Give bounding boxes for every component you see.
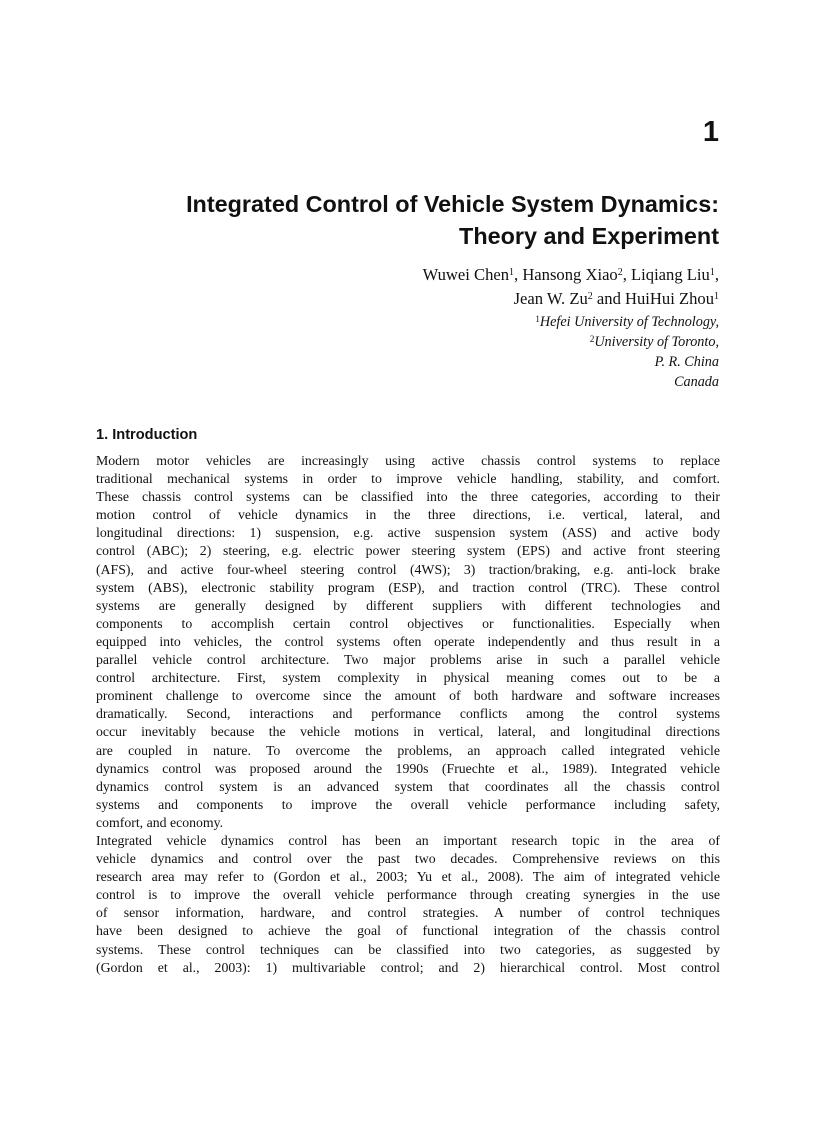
- body-text-line: systems and components to improve the overall vehicle performance including safety,: [96, 796, 720, 812]
- author-line-2: [300, 287, 719, 311]
- body-text-line: Integrated vehicle dynamics control has been an important research topic in the area of: [96, 832, 720, 848]
- body-text-line: motion control of vehicle dynamics in the three directions, i.e. vertical, lateral, and: [96, 507, 720, 523]
- body-text-line: prominent challenge to overcome since the amount of both hardware and software increases: [96, 688, 720, 704]
- affiliation-list: [300, 312, 719, 392]
- body-text-line: These chassis control systems can be classified into the three categories, according to their: [96, 489, 720, 505]
- section-heading-introduction: 1. Introduction: [96, 427, 198, 443]
- affiliation-text: Canada: [674, 374, 719, 390]
- author-separator: and: [592, 289, 626, 308]
- author-name: HuiHui Zhou: [625, 289, 714, 308]
- body-text-line: occur inevitably because the vehicle motions in vertical, lateral, and longitudinal directions: [96, 724, 720, 740]
- chapter-title-line-2: Theory and Experiment: [459, 223, 719, 249]
- body-text-line: Modern motor vehicles are increasingly using active chassis control systems to replace: [96, 453, 720, 468]
- body-text-line: research area may refer to (Gordon et al., 2003; Yu et al., 2008). The aim of integrated vehicle: [96, 869, 720, 885]
- author-affiliation-mark: 1: [714, 291, 719, 302]
- author-name: Jean W. Zu: [513, 289, 588, 308]
- body-text-line: parallel vehicle control architecture. Two major problems arise in such a parallel vehicle: [96, 652, 720, 668]
- body-text-line: systems are generally designed by different suppliers with different technologies and: [96, 597, 720, 613]
- body-text-line: (AFS), and active four-wheel steering control (4WS); 3) traction/braking, e.g. anti-lock brake: [96, 561, 720, 577]
- affiliation-line: [300, 372, 719, 392]
- affiliation-text: University of Toronto,: [594, 334, 719, 350]
- author-name: Hansong Xiao: [522, 265, 618, 284]
- body-text-line: of sensor information, hardware, and control strategies. A number of control techniques: [96, 905, 720, 921]
- chapter-title: [96, 188, 719, 252]
- introduction-body-text: [96, 452, 720, 977]
- author-affiliation-mark: 2: [617, 267, 623, 278]
- body-text-line: are coupled in nature. To overcome the problems, an approach called integrated vehicle: [96, 742, 720, 758]
- body-text-line: components to accomplish certain control objectives or functionalities. Especially when: [96, 615, 720, 631]
- body-text-line: (Gordon et al., 2003): 1) multivariable control; and 2) hierarchical control. Most control: [96, 959, 720, 975]
- body-text-line: systems. These control techniques can be classified into two categories, as suggested by: [96, 941, 720, 957]
- affiliation-line: [300, 352, 719, 372]
- affiliation-text: Hefei University of Technology,: [539, 314, 719, 330]
- author-name: Liqiang Liu: [631, 265, 710, 284]
- body-text-line: traditional mechanical systems in order to improve vehicle handling, stability, and comfort.: [96, 471, 720, 487]
- body-text-line: dynamics control system is an advanced system that coordinates all the chassis control: [96, 778, 720, 794]
- body-text-line: comfort, and economy.: [96, 814, 224, 830]
- author-separator: ,: [514, 265, 523, 284]
- author-list: [300, 263, 719, 311]
- body-text-line: dramatically. Second, interactions and performance conflicts among the control systems: [96, 706, 720, 722]
- body-text-line: control (ABC); 2) steering, e.g. electric power steering system (EPS) and active front steering: [96, 543, 720, 559]
- author-separator: ,: [622, 265, 632, 284]
- body-text-line: dynamics control was proposed around the 1990s (Fruechte et al., 1989). Integrated vehicle: [96, 760, 720, 776]
- body-text-line: control is to improve the overall vehicle performance through creating synergies in the use: [96, 887, 720, 903]
- author-affiliation-mark: 2: [587, 291, 593, 302]
- body-text-line: longitudinal directions: 1) suspension, e.g. active suspension system (ASS) and active body: [96, 525, 720, 541]
- body-text-line: system (ABS), electronic stability program (ESP), and traction control (TRC). These control: [96, 579, 720, 595]
- chapter-number: 1: [702, 116, 719, 148]
- body-text-line: equipped into vehicles, the control systems often operate independently and thus result in a: [96, 633, 720, 649]
- body-text-line: have been designed to achieve the goal of functional integration of the chassis control: [96, 923, 720, 939]
- affiliation-mark: 2: [589, 334, 595, 344]
- author-affiliation-mark: 1: [709, 267, 715, 278]
- affiliation-line: [300, 332, 719, 352]
- author-name: Wuwei Chen: [422, 265, 510, 284]
- author-line-1: [300, 263, 719, 287]
- affiliation-text: P. R. China: [654, 354, 719, 370]
- body-text-line: control architecture. First, system complexity in physical meaning comes out to be a: [96, 670, 720, 686]
- author-affiliation-mark: 1: [509, 267, 515, 278]
- chapter-title-line-1: Integrated Control of Vehicle System Dynamics:: [186, 191, 719, 217]
- author-separator: ,: [714, 265, 719, 284]
- affiliation-mark: 1: [535, 314, 540, 324]
- body-text-line: vehicle dynamics and control over the past two decades. Comprehensive reviews on this: [96, 851, 720, 867]
- affiliation-line: [300, 312, 719, 332]
